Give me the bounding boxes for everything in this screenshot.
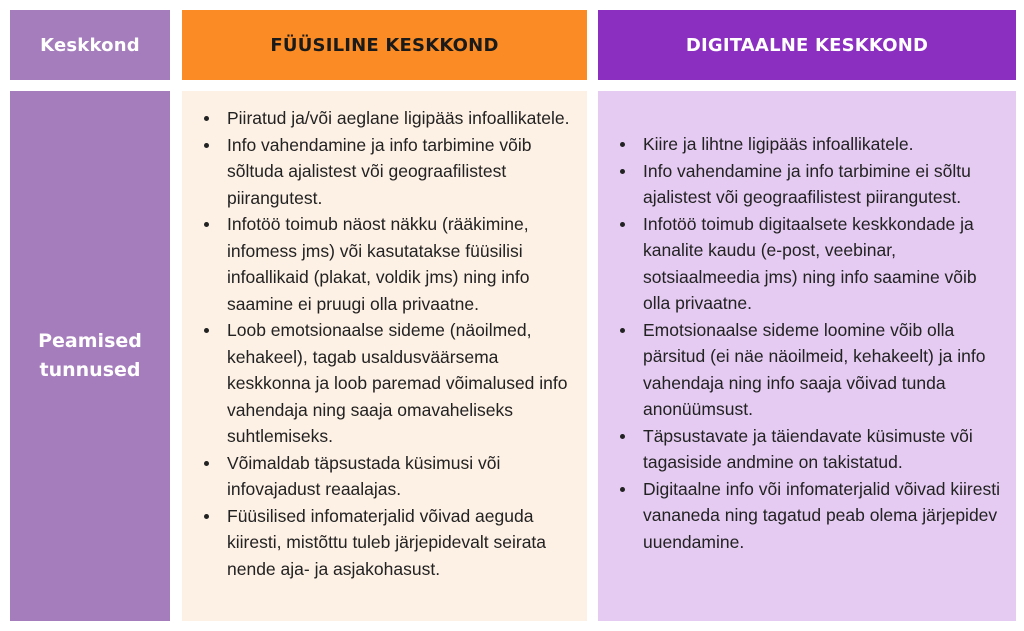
- digital-features-cell: [598, 91, 1016, 621]
- row-label-line2: tunnused: [39, 359, 141, 381]
- list-item: Info vahendamine ja info tarbimine ei sõltu ajalistest või geograafilistest piirangutest.: [598, 158, 1008, 211]
- header-label: Keskkond: [40, 34, 140, 56]
- list-item: Võimaldab täpsustada küsimusi või infovajadust reaalajas.: [182, 450, 577, 503]
- list-item: Piiratud ja/või aeglane ligipääs infoallikatele.: [182, 105, 577, 132]
- list-item: Infotöö toimub näost näkku (rääkimine, infomess jms) või kasutatakse füüsilisi infoallikaid (plakat, voldik jms) ning info saamine ei pruugi olla privaatne.: [182, 211, 577, 317]
- row-label-cell: [10, 91, 170, 621]
- header-label-cell: [10, 10, 170, 80]
- header-digital: DIGITAALNE KESKKOND: [685, 34, 929, 56]
- list-item: Loob emotsionaalse sideme (näoilmed, kehakeel), tagab usaldusväärsema keskkonna ja loob paremad võimalused info vahendaja ning saaja omavaheliseks suhtlemiseks.: [182, 317, 577, 450]
- header-physical-cell: [182, 10, 587, 80]
- list-item: Info vahendamine ja info tarbimine võib sõltuda ajalistest või geograafilistest piirangutest.: [182, 132, 577, 212]
- list-item: Emotsionaalse sideme loomine võib olla pärsitud (ei näe näoilmeid, kehakeelt) ja info vahendaja ning info saaja võivad tunda anonüümsust.: [598, 317, 1008, 423]
- header-digital-cell: [598, 10, 1016, 80]
- list-item: Infotöö toimub digitaalsete keskkondade ja kanalite kaudu (e-post, veebinar, sotsiaalmeedia jms) ning info saamine võib olla privaatne.: [598, 211, 1008, 317]
- digital-features-list: [598, 131, 1008, 555]
- row-label: [38, 327, 142, 385]
- list-item: Füüsilised infomaterjalid võivad aeguda kiiresti, mistõttu tuleb järjepidevalt seirata nende aja- ja asjakohasust.: [182, 503, 577, 583]
- list-item: Digitaalne info või infomaterjalid võivad kiiresti vananeda ning tagatud peab olema järjepidev uuendamine.: [598, 476, 1008, 556]
- header-physical: FÜÜSILINE KESKKOND: [270, 34, 499, 56]
- list-item: Täpsustavate ja täiendavate küsimuste või tagasiside andmine on takistatud.: [598, 423, 1008, 476]
- physical-features-list: [182, 105, 577, 582]
- physical-features-cell: [182, 91, 587, 621]
- row-label-line1: Peamised: [38, 330, 142, 352]
- list-item: Kiire ja lihtne ligipääs infoallikatele.: [598, 131, 1008, 158]
